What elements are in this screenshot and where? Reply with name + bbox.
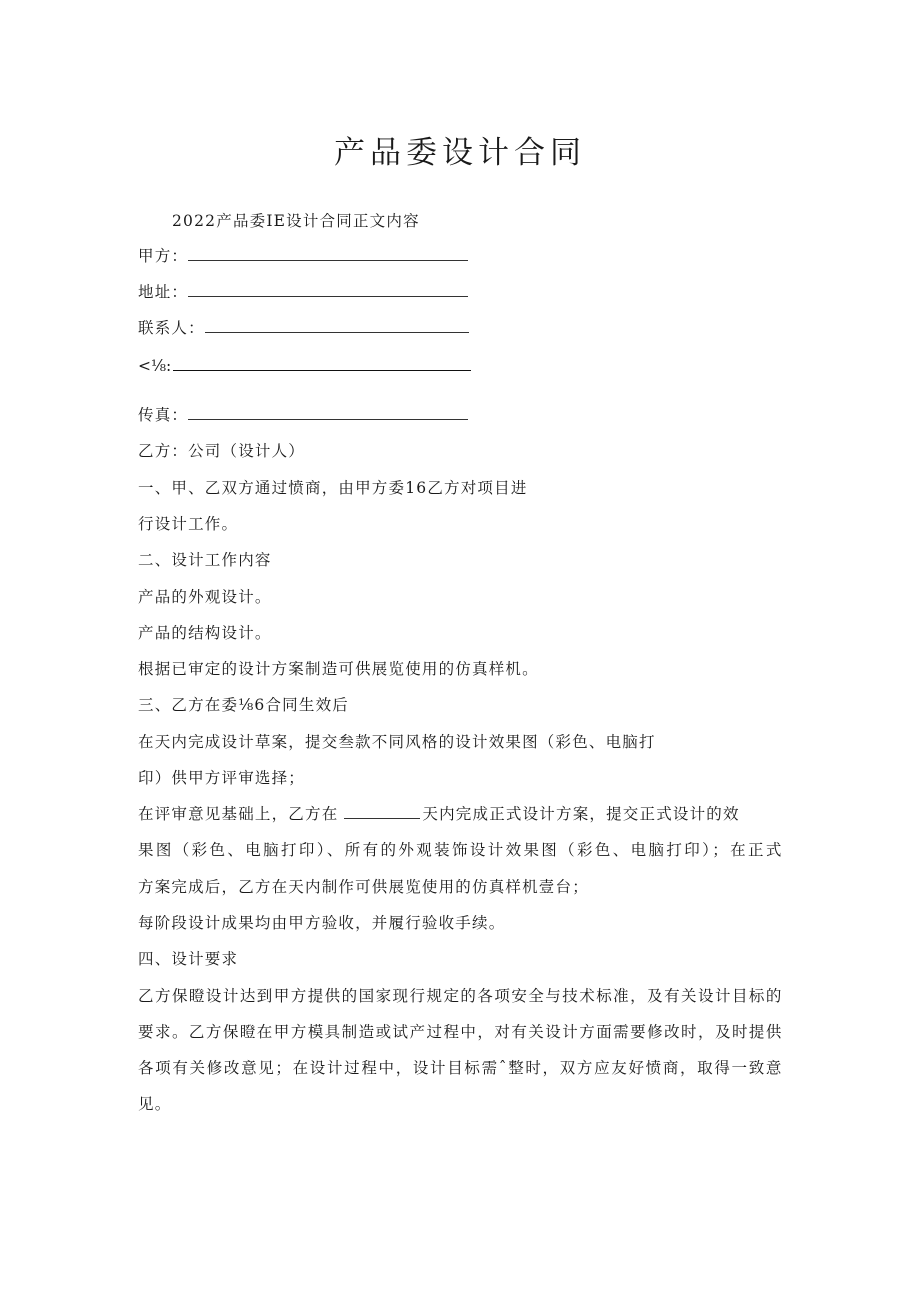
section-4-line-4: 见。 [138, 1095, 172, 1113]
address-label: 地址： [138, 283, 189, 301]
clause-1-line-2: 行设计工作。 [138, 515, 239, 533]
section-2-item-1: 产品的外观设计。 [138, 588, 272, 606]
phone-field [138, 356, 471, 376]
contact-label: 联系人： [138, 319, 205, 337]
phone-blank [173, 356, 471, 371]
section-3-para-1-line-2: 印）供甲方评审选择； [138, 769, 306, 787]
document-title: 产品委设计合同 [334, 135, 586, 171]
section-2-heading: 二、设计工作内容 [138, 551, 272, 569]
phone-label: <⅛: [138, 357, 172, 375]
fax-blank [188, 405, 468, 420]
contact-blank [205, 318, 469, 333]
fax-label: 传真： [138, 406, 189, 424]
section-3-para-2-line-3: 方案完成后，乙方在天内制作可供展览使用的仿真样机壹台； [138, 878, 589, 896]
address-blank [188, 282, 468, 297]
section-4-line-1: 乙方保瞪设计达到甲方提供的国家现行规定的各项安全与技术标准，及有关设计目标的 [138, 987, 782, 1005]
section-2-item-2: 产品的结构设计。 [138, 624, 272, 642]
section-3-para-2-line-1 [138, 804, 740, 824]
document-subtitle: 2022产品委IE设计合同正文内容 [172, 212, 420, 230]
section-3-para-3: 每阶段设计成果均由甲方验收，并履行验收手续。 [138, 914, 506, 932]
address-field [138, 282, 468, 302]
section-4-line-3: 各项有关修改意见；在设计过程中，设计目标需ˆ整时，双方应友好愤商，取得一致意 [138, 1059, 782, 1077]
section-3-para-2-text-b: 天内完成正式设计方案，提交正式设计的效 [422, 805, 740, 823]
section-3-heading: 三、乙方在委⅛6合同生效后 [138, 696, 349, 714]
party-b: 乙方：公司（设计人） [138, 442, 306, 460]
party-a-blank [188, 246, 468, 261]
section-4-line-2: 要求。乙方保瞪在甲方模具制造或试产过程中，对有关设计方面需要修改时，及时提供 [138, 1023, 782, 1041]
contact-field [138, 318, 469, 338]
days-blank [344, 804, 420, 819]
party-a-field [138, 246, 468, 266]
section-3-para-2-text-a: 在评审意见基础上，乙方在 [138, 805, 339, 823]
party-a-label: 甲方： [138, 247, 189, 265]
section-3-para-2-line-2: 果图（彩色、电脑打印）、所有的外观装饰设计效果图（彩色、电脑打印）；在正式 [138, 841, 782, 859]
section-4-heading: 四、设计要求 [138, 950, 239, 968]
section-2-item-3: 根据已审定的设计方案制造可供展览使用的仿真样机。 [138, 660, 539, 678]
clause-1-line-1: 一、甲、乙双方通过愤商，由甲方委16乙方对项目进 [138, 479, 528, 497]
fax-field [138, 405, 468, 425]
section-3-para-1-line-1: 在天内完成设计草案，提交叁款不同风格的设计效果图（彩色、电脑打 [138, 733, 656, 751]
